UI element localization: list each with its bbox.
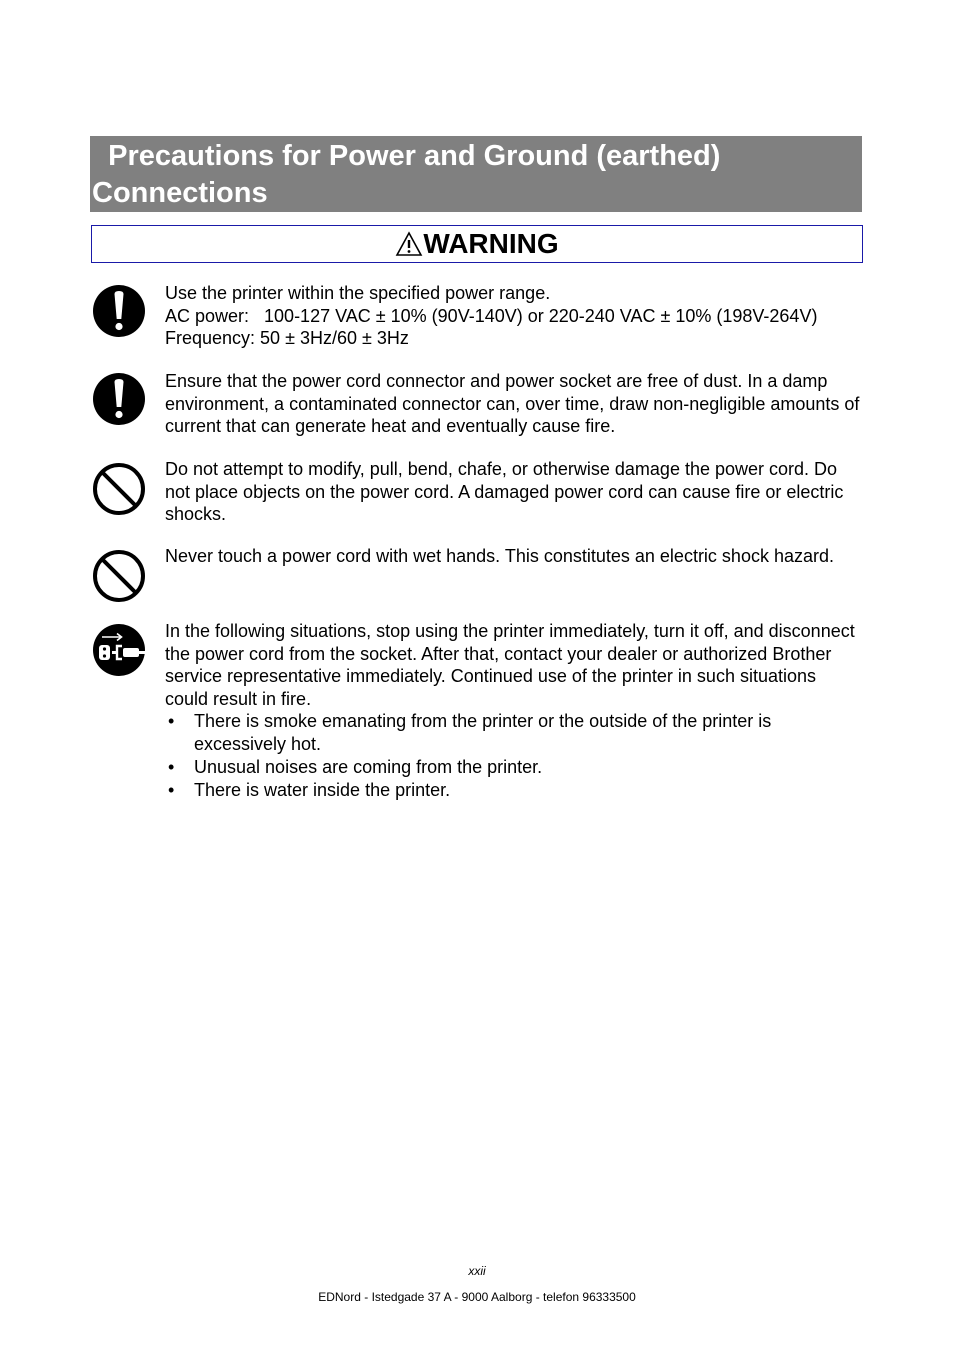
warning-triangle-icon <box>395 231 423 257</box>
list-item-text: Unusual noises are coming from the printer. <box>194 757 543 777</box>
condition-list <box>165 710 863 802</box>
bullet-icon: • <box>168 780 175 800</box>
prohibited-icon <box>93 545 145 603</box>
precaution-line: Use the printer within the specified power range. <box>165 283 551 303</box>
list-item-text: There is smoke emanating from the printer or the outside of the printer is excessively hot. <box>194 711 772 754</box>
bullet-icon: • <box>168 757 175 777</box>
unplug-icon <box>93 620 145 678</box>
page-title-text: Precautions for Power and Ground (earthed) Connections <box>92 140 721 209</box>
precaution-text: In the following situations, stop using the printer immediately, turn it off, and disconnect the power cord from the socket. After that, contact your dealer or authorized Brother service representative immediately. Continued use of the printer in such situations could result in fire. <box>165 621 855 709</box>
precaution-line: Frequency: 50 ± 3Hz/60 ± 3Hz <box>165 328 409 348</box>
warning-banner <box>91 225 863 263</box>
page-number: xxii <box>468 1264 486 1278</box>
warning-label: WARNING <box>423 228 559 259</box>
precaution-line: AC power: 100-127 VAC ± 10% (90V-140V) or 220-240 VAC ± 10% (198V-264V) <box>165 305 818 326</box>
section-title-bar <box>90 136 862 212</box>
list-item <box>165 779 863 802</box>
list-item <box>165 710 863 756</box>
list-item <box>165 756 863 779</box>
precaution-text: Never touch a power cord with wet hands. This constitutes an electric shock hazard. <box>165 546 834 566</box>
footer-address: EDNord - Istedgade 37 A - 9000 Aalborg - telefon 96333500 <box>318 1290 636 1304</box>
precaution-text: Do not attempt to modify, pull, bend, chafe, or otherwise damage the power cord. Do not place objects on the power cord. A damaged power cord can cause fire or electric shocks. <box>165 459 844 524</box>
prohibited-icon <box>93 458 145 516</box>
list-item-text: There is water inside the printer. <box>194 780 451 800</box>
mandatory-action-icon <box>93 282 145 340</box>
page-title <box>92 138 858 212</box>
mandatory-action-icon <box>93 370 145 428</box>
bullet-icon: • <box>168 711 175 731</box>
precaution-text: Ensure that the power cord connector and power socket are free of dust. In a damp environment, a contaminated connector can, over time, draw non-negligible amounts of current that can generate heat and eventually cause fire. <box>165 371 860 436</box>
